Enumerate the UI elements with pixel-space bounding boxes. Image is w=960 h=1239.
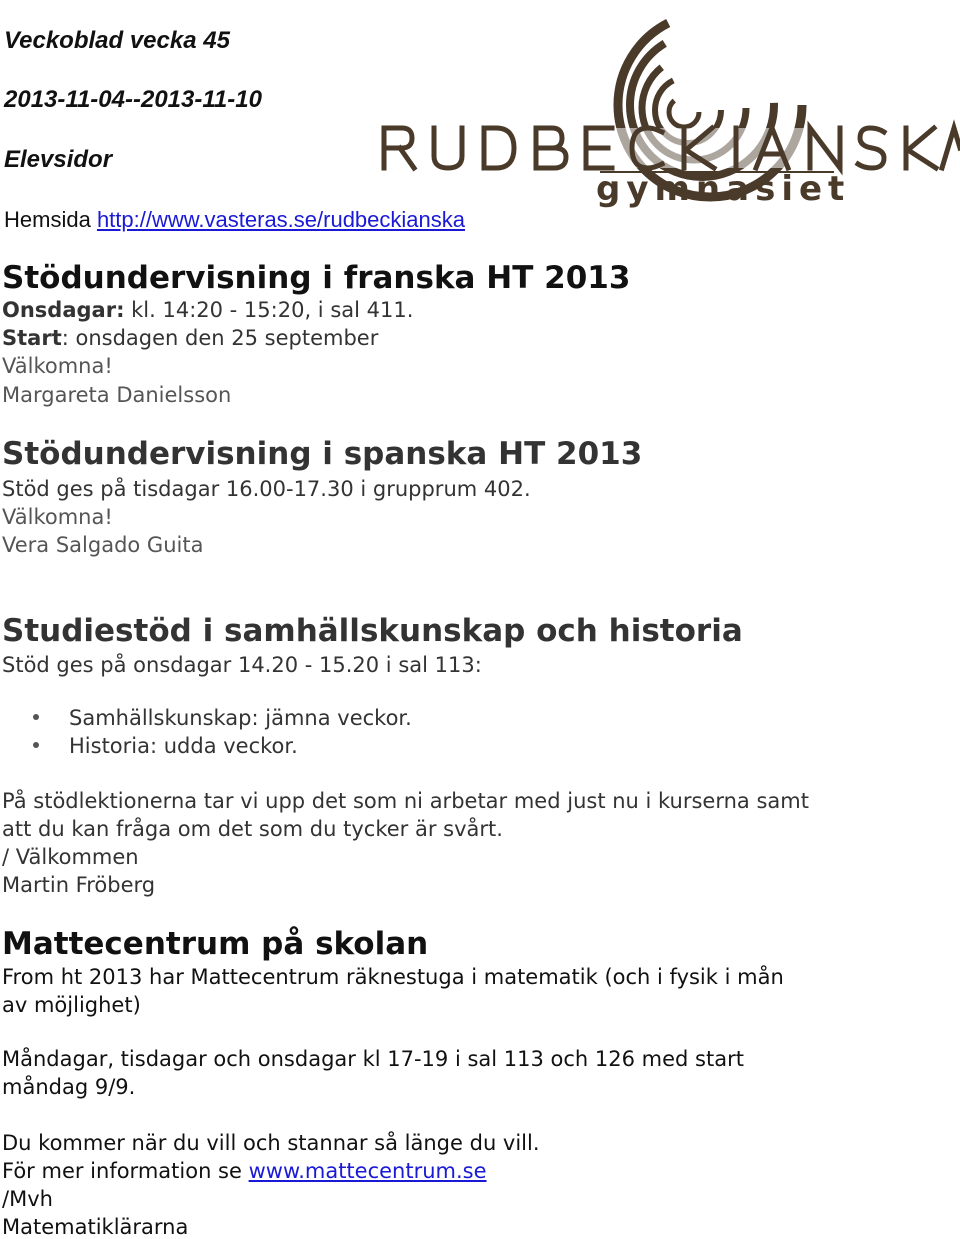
bullet-icon	[33, 714, 39, 720]
spanish-heading: Stödundervisning i spanska HT 2013	[2, 436, 643, 472]
math-line: Måndagar, tisdagar och onsdagar kl 17-19 i sal 113 och 126 med start	[2, 1047, 744, 1071]
social-teacher: Martin Fröberg	[2, 873, 156, 897]
bullet-icon	[33, 742, 39, 748]
french-start	[2, 326, 378, 350]
social-desc-line: På stödlektionerna tar vi upp det som ni arbetar med just nu i kurserna samt	[2, 789, 809, 813]
date-range: 2013-11-04--2013-11-10	[4, 86, 262, 113]
social-desc-line: att du kan fråga om det som du tycker är svårt.	[2, 817, 503, 841]
math-info	[2, 1159, 487, 1183]
math-sign: Matematiklärarna	[2, 1215, 189, 1239]
math-line: av möjlighet)	[2, 993, 141, 1017]
math-line: From ht 2013 har Mattecentrum räknestuga i matematik (och i fysik i mån	[2, 965, 784, 989]
list-item-text: Historia: udda veckor.	[69, 734, 298, 758]
social-heading: Studiestöd i samhällskunskap och historia	[2, 613, 743, 649]
french-start-text: : onsdagen den 25 september	[61, 326, 379, 350]
math-heading: Mattecentrum på skolan	[2, 926, 429, 962]
homepage-link[interactable]: http://www.vasteras.se/rudbeckianska	[96, 207, 465, 232]
homepage-label: Hemsida	[4, 207, 91, 232]
logo-subtitle: gymnasiet	[596, 169, 851, 209]
math-line: måndag 9/9.	[2, 1075, 136, 1099]
french-heading: Stödundervisning i franska HT 2013	[2, 260, 631, 296]
list-item	[33, 734, 298, 758]
spanish-info: Stöd ges på tisdagar 16.00-17.30 i grupprum 402.	[2, 477, 531, 501]
week-title: Veckoblad vecka 45	[4, 27, 230, 54]
list-item-text: Samhällskunskap: jämna veckor.	[69, 706, 412, 730]
french-days-label: Onsdagar:	[2, 298, 125, 322]
french-teacher: Margareta Danielsson	[2, 383, 232, 407]
spanish-teacher: Vera Salgado Guita	[2, 533, 204, 557]
mattecentrum-link[interactable]: www.mattecentrum.se	[248, 1159, 487, 1183]
french-start-label: Start	[2, 326, 62, 350]
list-item	[33, 706, 412, 730]
spanish-welcome: Välkomna!	[2, 505, 113, 529]
social-greeting: / Välkommen	[2, 845, 139, 869]
section-title: Elevsidor	[4, 146, 113, 173]
math-info-prefix: För mer information se	[2, 1159, 249, 1183]
social-info: Stöd ges på onsdagar 14.20 - 15.20 i sal 113:	[2, 653, 482, 677]
math-sign: /Mvh	[2, 1187, 53, 1211]
french-days	[2, 298, 413, 322]
math-line: Du kommer när du vill och stannar så länge du vill.	[2, 1131, 540, 1155]
rudbeckianska-logo	[372, 0, 960, 215]
french-welcome: Välkomna!	[2, 354, 113, 378]
french-days-text: kl. 14:20 - 15:20, i sal 411.	[124, 298, 414, 322]
